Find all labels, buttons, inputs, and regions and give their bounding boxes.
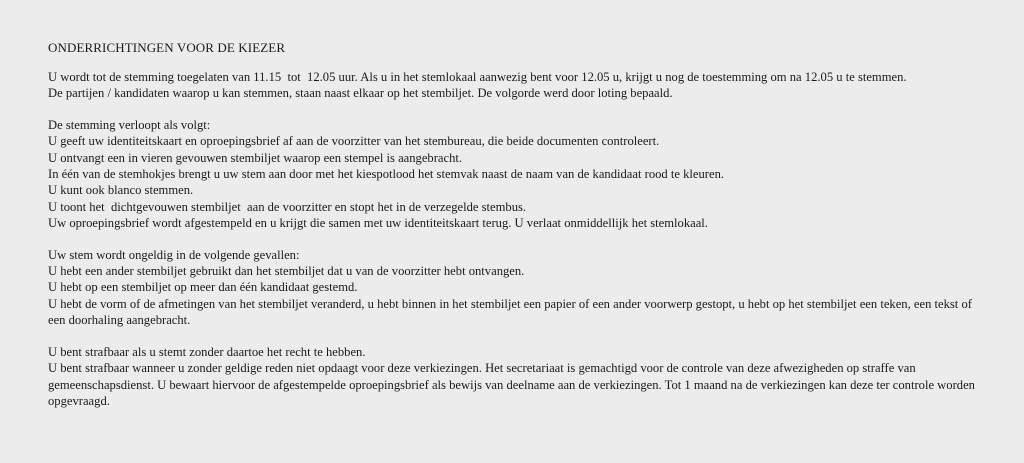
procedure-section <box>48 117 1004 232</box>
penalty-paragraph: U bent strafbaar wanneer u zonder geldige reden niet opdaagt voor deze verkiezingen. Het secretariaat is gemachtigd voor de controle van deze afwezigheden op straffe van gemeenschapsdienst. U bewaart hiervoor de afgestempelde oproepingsbrief als bewijs van deelname aan de verkiezingen. Tot 1 maand na de verkiezingen kan deze ter controle worden opgevraagd. <box>48 361 975 408</box>
penalty-section <box>48 344 1004 410</box>
invalid-section <box>48 247 1004 329</box>
intro-section <box>48 69 1004 102</box>
procedure-step: U ontvangt een in vieren gevouwen stembiljet waarop een stempel is aangebracht. <box>48 150 463 165</box>
invalid-case: U hebt op een stembiljet op meer dan één kandidaat gestemd. <box>48 280 358 295</box>
penalty-line: U bent strafbaar als u stemt zonder daartoe het recht te hebben. <box>48 344 366 359</box>
procedure-step: U toont het dichtgevouwen stembiljet aan de voorzitter en stopt het in de verzegelde stembus. <box>48 199 527 214</box>
procedure-heading: De stemming verloopt als volgt: <box>48 117 211 132</box>
procedure-step: U geeft uw identiteitskaart en oproepingsbrief af aan de voorzitter van het stembureau, die beide documenten controleert. <box>48 134 660 149</box>
invalid-heading: Uw stem wordt ongeldig in de volgende gevallen: <box>48 247 300 262</box>
page-title: ONDERRICHTINGEN VOOR DE KIEZER <box>48 40 286 55</box>
invalid-case: U hebt een ander stembiljet gebruikt dan het stembiljet dat u van de voorzitter hebt ontvangen. <box>48 264 525 279</box>
procedure-step: In één van de stemhokjes brengt u uw stem aan door met het kiespotlood het stemvak naast de naam van de kandidaat rood te kleuren. <box>48 167 725 182</box>
invalid-case: U hebt de vorm of de afmetingen van het stembiljet veranderd, u hebt binnen in het stembiljet een papier of een ander voorwerp gestopt, u hebt op het stembiljet een teken, een tekst of een doorhaling aangebracht. <box>48 296 972 328</box>
intro-line: U wordt tot de stemming toegelaten van 11.15 tot 12.05 uur. Als u in het stemlokaal aanwezig bent voor 12.05 u, krijgt u nog de toestemming om na 12.05 u te stemmen. <box>48 70 907 84</box>
procedure-step: U kunt ook blanco stemmen. <box>48 183 194 198</box>
intro-line: De partijen / kandidaten waarop u kan stemmen, staan naast elkaar op het stembiljet. De volgorde werd door loting bepaald. <box>48 86 673 101</box>
procedure-step: Uw oproepingsbrief wordt afgestempeld en u krijgt die samen met uw identiteitskaart terug. U verlaat onmiddellijk het stemlokaal. <box>48 216 708 231</box>
